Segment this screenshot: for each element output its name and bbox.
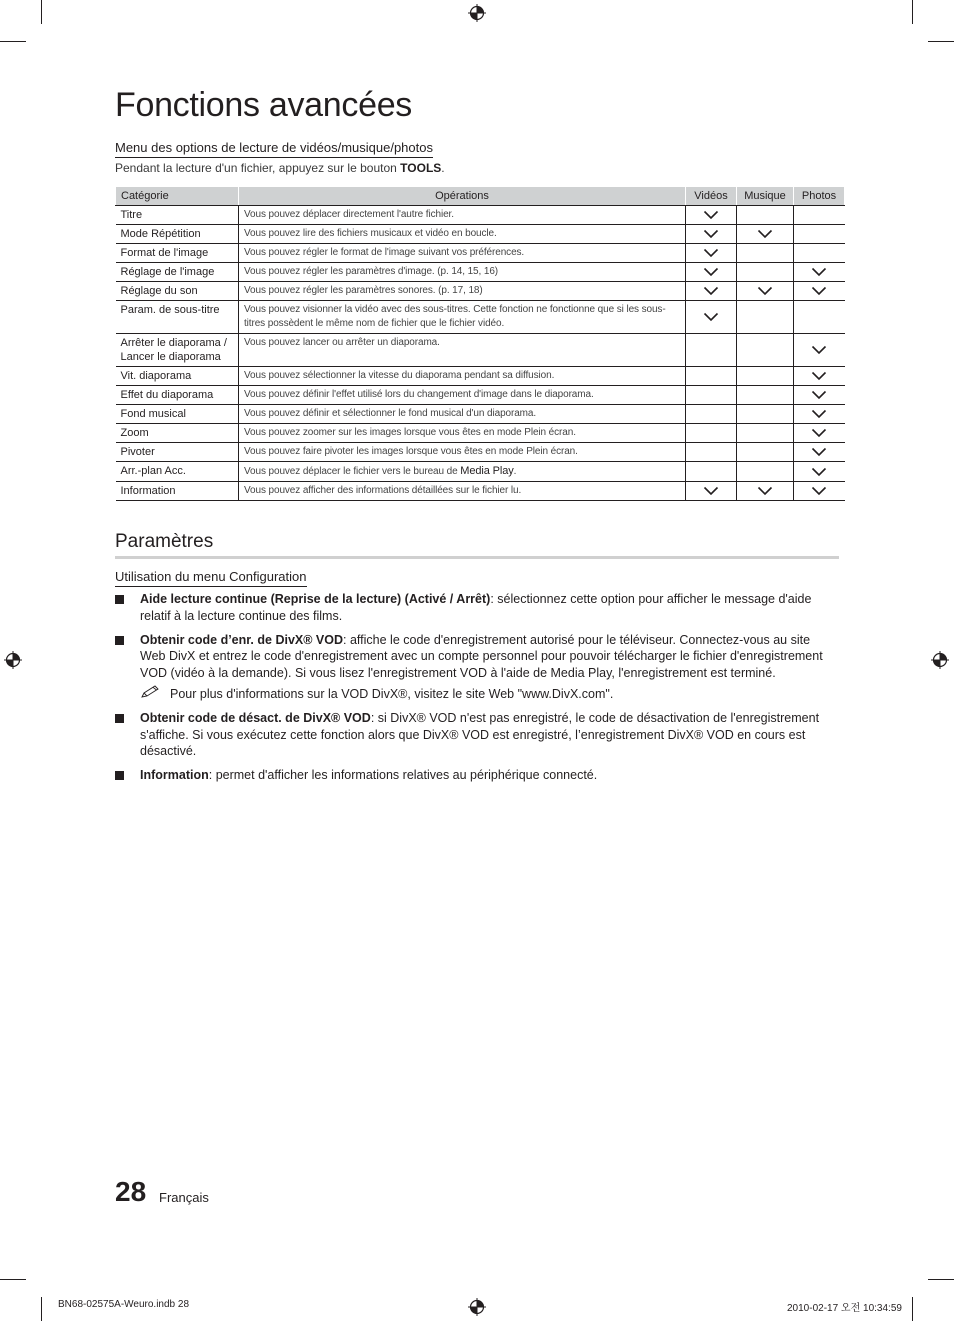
mark-cell-photos	[794, 482, 845, 501]
mark-cell-musique	[737, 206, 794, 225]
note-pencil-icon	[140, 685, 160, 699]
check-mark-icon	[811, 428, 827, 438]
mark-cell-videos	[686, 424, 737, 443]
crop-mark	[928, 41, 954, 42]
operation-text: Vous pouvez régler le format de l'image suivant vos préférences.	[244, 247, 525, 258]
mark-cell-musique	[737, 405, 794, 424]
table-row	[116, 367, 845, 386]
row-operation	[239, 443, 686, 462]
mark-cell-photos	[794, 462, 845, 482]
row-category: Vit. diaporama	[116, 367, 239, 386]
check-mark-icon	[811, 371, 827, 381]
check-mark-icon	[703, 312, 719, 322]
bullet-square-icon	[115, 595, 124, 604]
row-category: Arrêter le diaporama / Lancer le diaporama	[116, 334, 239, 367]
section-title-parametres: Paramètres	[115, 531, 839, 559]
check-mark-icon	[703, 267, 719, 277]
bullet-square-icon	[115, 636, 124, 645]
mark-cell-photos	[794, 263, 845, 282]
row-operation	[239, 225, 686, 244]
setting-description: : si DivX® VOD n'est pas enregistré, le code de désactivation de l'enregistrement s'affiche. Si vous exécutez cette fonction alors que DivX® VOD est enregistré, l’enregistrement DivX® VOD en cours est désactivé.	[140, 710, 820, 759]
crop-mark	[912, 1297, 913, 1321]
setting-note	[140, 686, 835, 703]
table-row	[116, 462, 845, 482]
table-body	[116, 206, 845, 501]
settings-list	[115, 591, 835, 791]
crop-mark	[0, 1279, 26, 1280]
table-row	[116, 244, 845, 263]
registration-mark-icon	[468, 4, 486, 22]
operation-bold: Media Play	[460, 465, 514, 477]
row-category: Arr.-plan Acc.	[116, 462, 239, 482]
check-mark-icon	[811, 409, 827, 419]
table-row	[116, 206, 845, 225]
row-category: Réglage de l'image	[116, 263, 239, 282]
registration-mark-icon	[468, 1298, 486, 1316]
mark-cell-videos	[686, 462, 737, 482]
row-operation	[239, 462, 686, 482]
mark-cell-photos	[794, 334, 845, 367]
mark-cell-videos	[686, 334, 737, 367]
check-mark-icon	[811, 345, 827, 355]
row-operation	[239, 206, 686, 225]
operation-text: Vous pouvez définir l'effet utilisé lors du changement d'image dans le diaporama.	[244, 389, 594, 400]
mark-cell-photos	[794, 424, 845, 443]
mark-cell-photos	[794, 405, 845, 424]
mark-cell-videos	[686, 443, 737, 462]
table-header-row	[116, 187, 845, 206]
check-mark-icon	[811, 286, 827, 296]
row-category: Param. de sous-titre	[116, 301, 239, 334]
mark-cell-musique	[737, 386, 794, 405]
check-mark-icon	[703, 286, 719, 296]
page-number: 28	[115, 1176, 147, 1207]
check-mark-icon	[811, 486, 827, 496]
header-operations: Opérations	[239, 187, 686, 206]
operation-suffix: .	[513, 466, 517, 477]
mark-cell-musique	[737, 462, 794, 482]
mark-cell-photos	[794, 301, 845, 334]
setting-description: : affiche le code d'enregistrement autorisé pour le téléviseur. Connectez-vous au site Web DivX et entrez le code d'enregistrement avec un compte personnel pour pouvoir télécharger le fichier d'enregistrement VOD (vidéo à la demande). Si vous lisez l'enregistrement VOD à l'aide de Media Play, l'enregistrement est terminé.	[140, 632, 823, 681]
configuration-subheading: Utilisation du menu Configuration	[115, 569, 307, 587]
menu-options-heading: Menu des options de lecture de vidéos/musique/photos	[115, 140, 433, 158]
table-row	[116, 282, 845, 301]
setting-item	[115, 632, 835, 703]
note-text: Pour plus d'informations sur la VOD DivX®, visitez le site Web "www.DivX.com".	[170, 686, 614, 701]
operation-text: Vous pouvez afficher des informations détaillées sur le fichier lu.	[244, 485, 522, 496]
mark-cell-photos	[794, 225, 845, 244]
check-mark-icon	[811, 447, 827, 457]
crop-mark	[0, 41, 26, 42]
registration-mark-icon	[931, 651, 949, 669]
operation-text: Vous pouvez lire des fichiers musicaux et vidéo en boucle.	[244, 228, 497, 239]
check-mark-icon	[811, 390, 827, 400]
mark-cell-musique	[737, 334, 794, 367]
operation-text: Vous pouvez déplacer directement l'autre fichier.	[244, 209, 454, 220]
setting-name: Information	[140, 768, 209, 783]
mark-cell-videos	[686, 367, 737, 386]
intro-prefix: Pendant la lecture d'un fichier, appuyez sur le bouton	[115, 161, 401, 175]
setting-item	[115, 767, 835, 784]
operation-text: Vous pouvez faire pivoter les images lorsque vous êtes en mode Plein écran.	[244, 446, 578, 457]
table-row	[116, 386, 845, 405]
table-row	[116, 225, 845, 244]
row-operation	[239, 244, 686, 263]
mark-cell-photos	[794, 282, 845, 301]
registration-mark-icon	[4, 651, 22, 669]
row-operation	[239, 482, 686, 501]
mark-cell-musique	[737, 482, 794, 501]
mark-cell-videos	[686, 263, 737, 282]
row-category: Pivoter	[116, 443, 239, 462]
row-category: Effet du diaporama	[116, 386, 239, 405]
mark-cell-videos	[686, 206, 737, 225]
footer-timestamp: 2010-02-17 오전 10:34:59	[787, 1303, 902, 1314]
check-mark-icon	[757, 486, 773, 496]
setting-name: Aide lecture continue (Reprise de la lecture) (Activé / Arrêt)	[140, 592, 491, 606]
mark-cell-photos	[794, 244, 845, 263]
table-row	[116, 424, 845, 443]
check-mark-icon	[703, 486, 719, 496]
row-operation	[239, 386, 686, 405]
operation-text: Vous pouvez lancer ou arrêter un diaporama.	[244, 337, 440, 348]
crop-mark	[928, 1279, 954, 1280]
operation-text: Vous pouvez régler les paramètres sonores. (p. 17, 18)	[244, 285, 483, 296]
setting-name: Obtenir code d’enr. de DivX® VOD	[140, 632, 344, 647]
check-mark-icon	[703, 229, 719, 239]
header-categorie: Catégorie	[116, 187, 239, 206]
row-category: Réglage du son	[116, 282, 239, 301]
tools-key: TOOLS	[400, 161, 442, 175]
mark-cell-videos	[686, 301, 737, 334]
row-operation	[239, 301, 686, 334]
check-mark-icon	[811, 467, 827, 477]
row-operation	[239, 405, 686, 424]
check-mark-icon	[757, 229, 773, 239]
intro-text	[115, 161, 445, 175]
row-category: Mode Répétition	[116, 225, 239, 244]
header-photos: Photos	[794, 187, 845, 206]
check-mark-icon	[703, 248, 719, 258]
mark-cell-musique	[737, 263, 794, 282]
operation-text: Vous pouvez déplacer le fichier vers le bureau de	[244, 466, 461, 477]
row-category: Fond musical	[116, 405, 239, 424]
mark-cell-musique	[737, 443, 794, 462]
mark-cell-photos	[794, 367, 845, 386]
row-operation	[239, 282, 686, 301]
setting-item	[115, 710, 835, 760]
row-operation	[239, 334, 686, 367]
row-operation	[239, 367, 686, 386]
table-row	[116, 482, 845, 501]
row-category: Information	[116, 482, 239, 501]
mark-cell-musique	[737, 225, 794, 244]
header-videos: Vidéos	[686, 187, 737, 206]
check-mark-icon	[757, 286, 773, 296]
row-operation	[239, 263, 686, 282]
bullet-square-icon	[115, 771, 124, 780]
crop-mark	[41, 0, 42, 24]
page-title: Fonctions avancées	[115, 86, 412, 124]
row-category: Zoom	[116, 424, 239, 443]
table-row	[116, 334, 845, 367]
mark-cell-musique	[737, 424, 794, 443]
header-musique: Musique	[737, 187, 794, 206]
page-language: Français	[159, 1190, 209, 1205]
crop-mark	[41, 1297, 42, 1321]
mark-cell-photos	[794, 386, 845, 405]
operation-text: Vous pouvez sélectionner la vitesse du diaporama pendant sa diffusion.	[244, 370, 555, 381]
mark-cell-photos	[794, 206, 845, 225]
table-row	[116, 443, 845, 462]
crop-mark	[912, 0, 913, 24]
row-category: Format de l'image	[116, 244, 239, 263]
table-row	[116, 263, 845, 282]
mark-cell-musique	[737, 282, 794, 301]
mark-cell-videos	[686, 482, 737, 501]
mark-cell-photos	[794, 443, 845, 462]
mark-cell-videos	[686, 386, 737, 405]
setting-description: : sélectionnez cette option pour afficher le message d'aide relatif à la lecture continue des films.	[140, 592, 812, 623]
footer-file: BN68-02575A-Weuro.indb 28	[58, 1299, 190, 1310]
setting-name: Obtenir code de désact. de DivX® VOD	[140, 710, 371, 725]
mark-cell-videos	[686, 282, 737, 301]
operation-text: Vous pouvez zoomer sur les images lorsque vous êtes en mode Plein écran.	[244, 427, 576, 438]
table-row	[116, 301, 845, 334]
row-operation	[239, 424, 686, 443]
operation-text: Vous pouvez régler les paramètres d'image. (p. 14, 15, 16)	[244, 266, 499, 277]
mark-cell-musique	[737, 367, 794, 386]
intro-suffix: .	[441, 161, 445, 175]
setting-item	[115, 591, 835, 625]
mark-cell-videos	[686, 244, 737, 263]
mark-cell-videos	[686, 225, 737, 244]
operation-text: Vous pouvez visionner la vidéo avec des sous-titres. Cette fonction ne fonctionne que si les sous-titres possèdent le même nom de fichier que le fichier vidéo.	[244, 304, 666, 329]
check-mark-icon	[703, 210, 719, 220]
operation-text: Vous pouvez définir et sélectionner le fond musical d'un diaporama.	[244, 408, 537, 419]
mark-cell-videos	[686, 405, 737, 424]
table-row	[116, 405, 845, 424]
options-table	[115, 186, 845, 501]
mark-cell-musique	[737, 301, 794, 334]
setting-description: : permet d'afficher les informations relatives au périphérique connecté.	[208, 768, 598, 783]
bullet-square-icon	[115, 714, 124, 723]
row-category: Titre	[116, 206, 239, 225]
mark-cell-musique	[737, 244, 794, 263]
check-mark-icon	[811, 267, 827, 277]
